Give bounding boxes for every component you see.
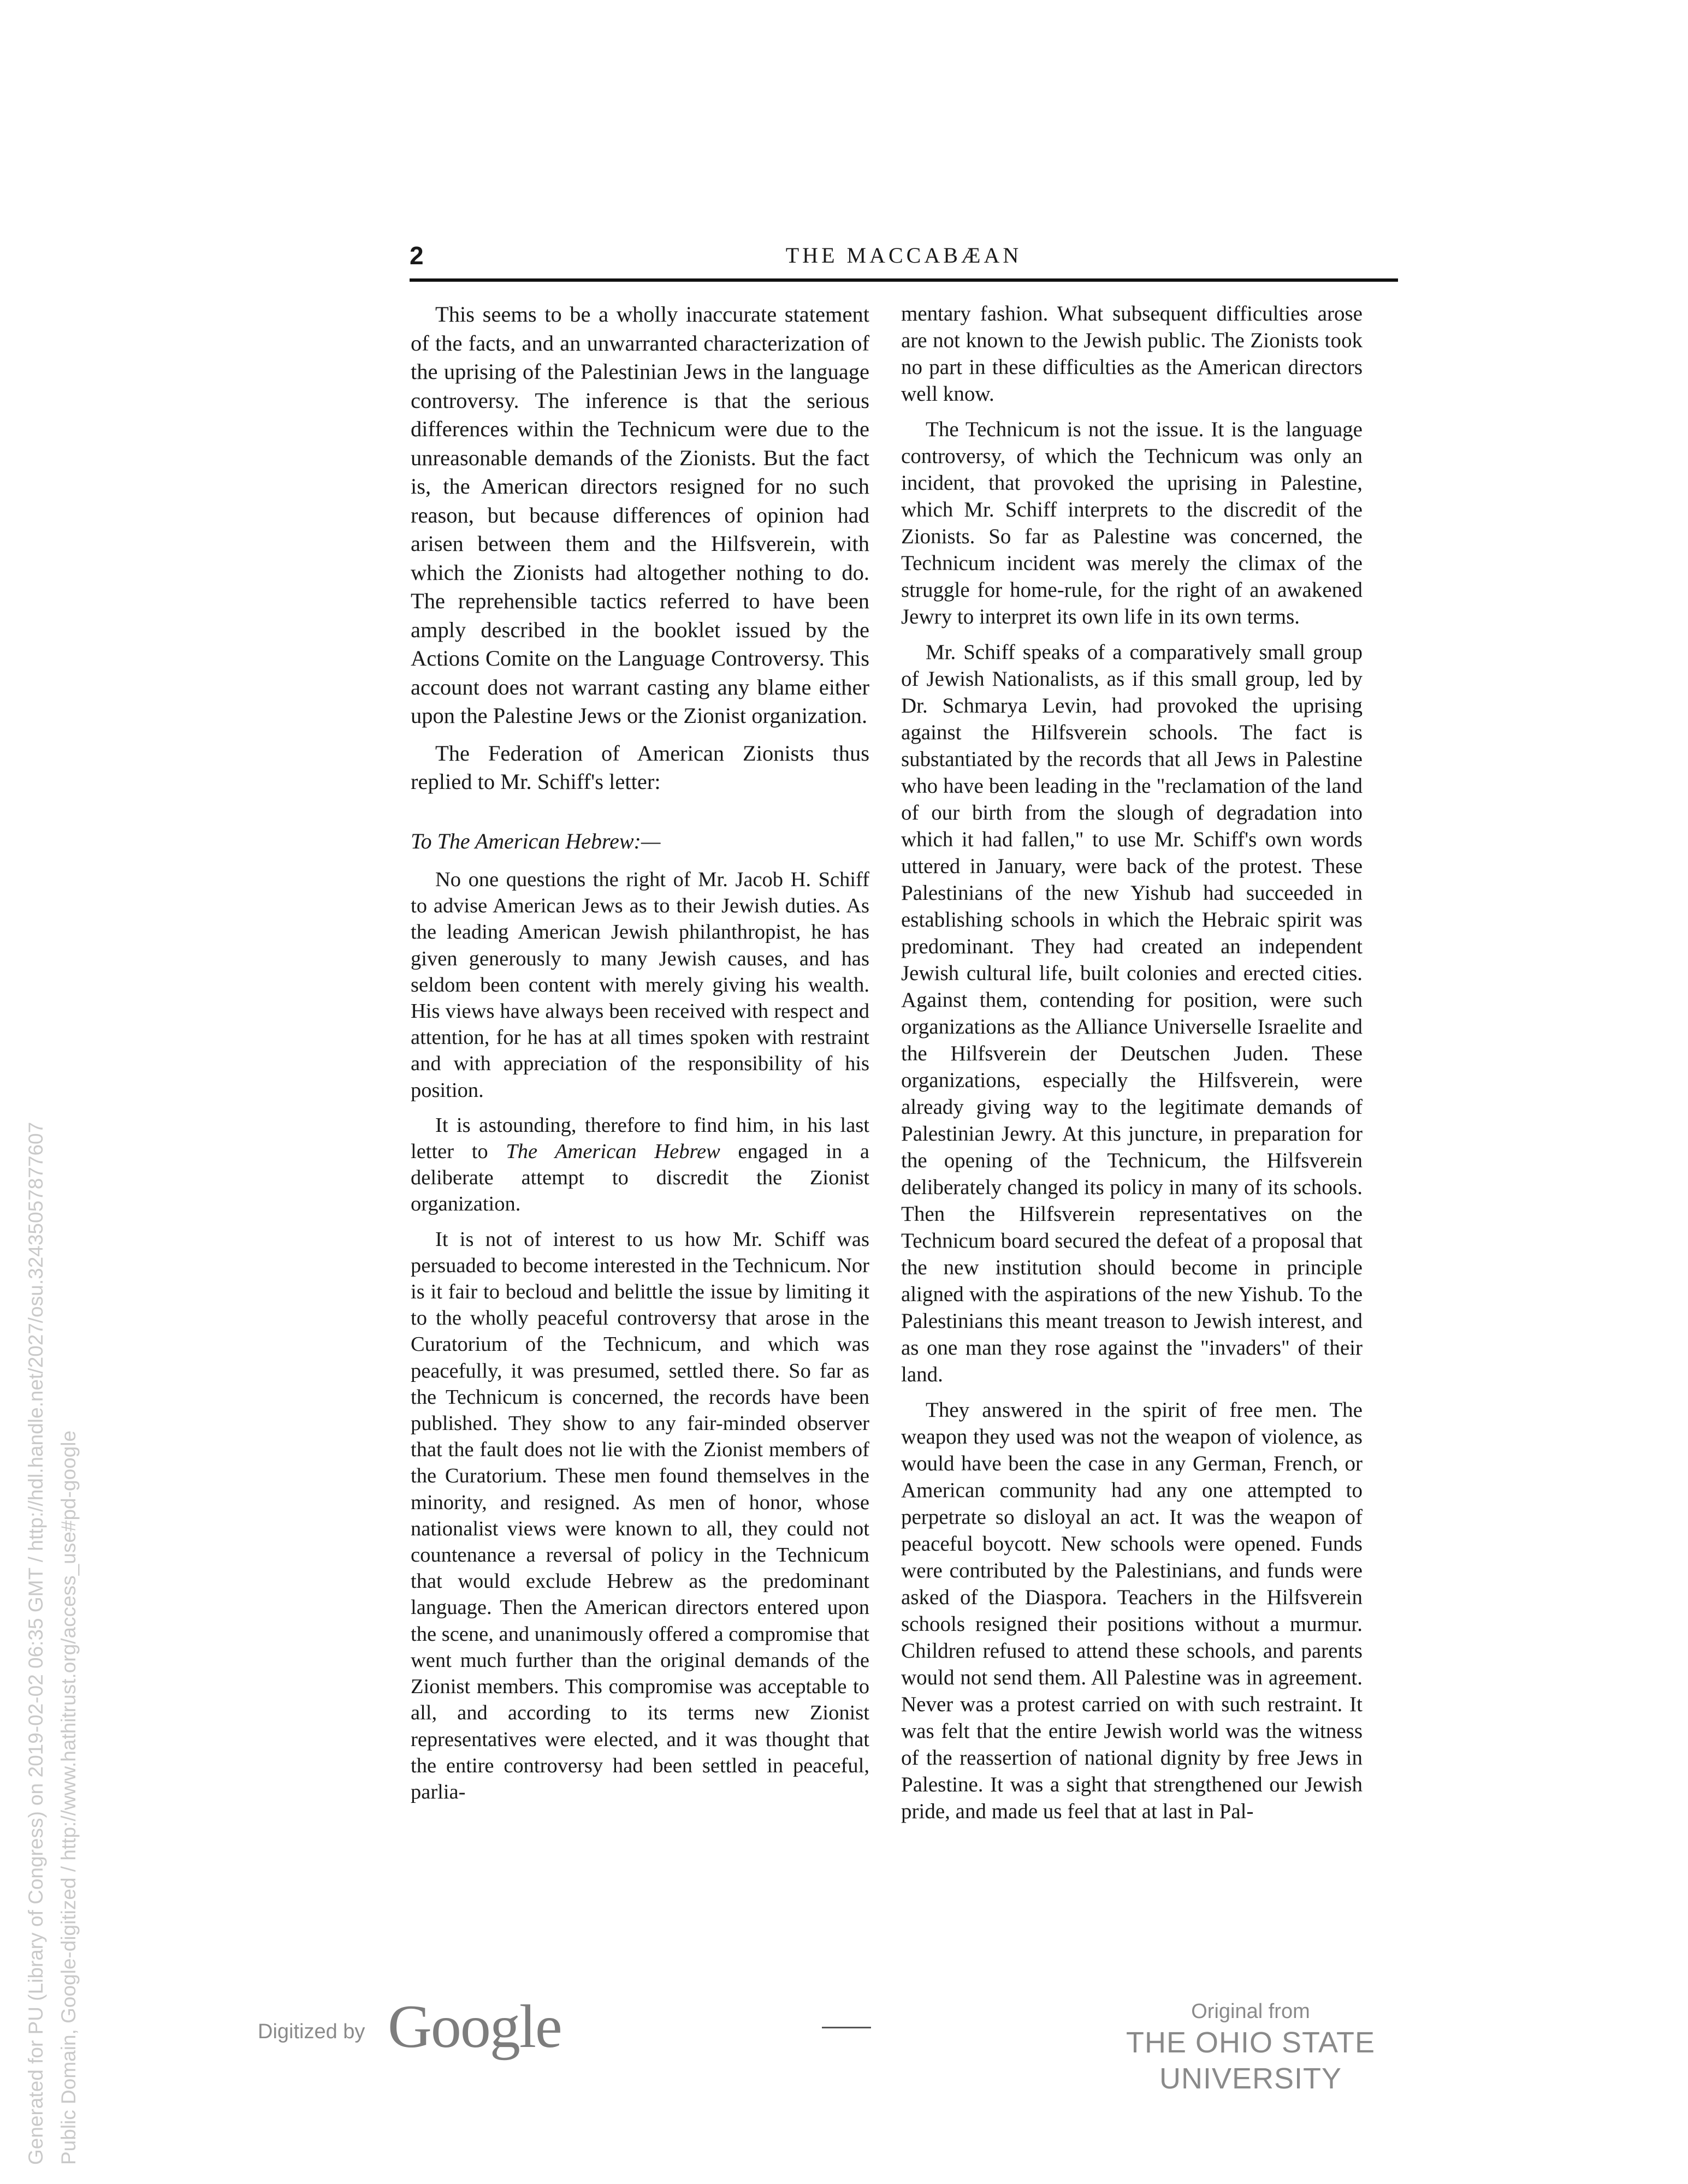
- google-logo: Google: [388, 1993, 561, 2061]
- text-run: It is astounding, therefore to find him, in his last letter to: [411, 1113, 869, 1164]
- header-rule: [410, 278, 1398, 282]
- digitized-by-google: [258, 1994, 585, 2060]
- right-column: [901, 300, 1363, 1911]
- paragraph: It is not of interest to us how Mr. Schiff was persuaded to become interested in the Technicum. Nor is it fair to becloud and belittle the issue by limiting it to the wholly peaceful controversy that arose in the Curatorium of the Technicum, and which was peacefully, it was presumed, settled there. So far as the Technicum is concerned, the records have been published. They show to any fair-minded observer that the fault does not lie with the Zionist members of the Curatorium. These men found themselves in the minority, and resigned. As men of honor, whose nationalist views were known to all, they could not countenance a reversal of policy in the Technicum that would exclude Hebrew as the predominant language. Then the American directors entered upon the scene, and unanimously offered a compromise that went much further than the original demands of the Zionist members. This compromise was acceptable to all, and according to its terms new Zionist representatives were elected, and it was thought that the entire controversy had been settled in peaceful, parlia-: [411, 1227, 869, 1803]
- institution-name: THE OHIO STATE UNIVERSITY: [1126, 2026, 1376, 2095]
- paragraph: This seems to be a wholly inaccurate statement of the facts, and an unwarranted characterization of the uprising of the Palestinian Jews in the language controversy. The inference is that the serious differences within the Technicum were due to the unreasonable demands of the Zionists. But the fact is, the American directors resigned for no such reason, but because differences of opinion had arisen between them and the Hilfsverein, with which the Zionists had altogether nothing to do. The reprehensible tactics referred to have been amply described in the booklet issued by the Actions Comite on the Language Controversy. This account does not warrant casting any blame either upon the Palestine Jews or the Zionist organization.: [411, 302, 869, 728]
- page-number: 2: [410, 241, 424, 270]
- original-from-label: Original from: [1191, 2000, 1310, 2023]
- left-column: [411, 300, 869, 1911]
- text-run: engaged in a deliberate attempt to discredit the Zionist organization.: [411, 1140, 869, 1216]
- paragraph-astounding: [411, 1112, 869, 1218]
- letter-salutation: To The American Hebrew:—: [411, 828, 661, 853]
- journal-title: THE MACCABÆAN: [785, 243, 1022, 268]
- paragraph: They answered in the spirit of free men. The weapon they used was not the weapon of violence, as would have been the case in any German, French, or American community had any one attempted to perpetrate so disloyal an act. It was the weapon of peaceful boycott. New schools were opened. Funds were contributed by the Palestinians, and funds were asked of the Diaspora. Teachers in the Hilfsverein schools resigned their positions without a murmur. Children refused to attend these schools, and parents would not send them. All Palestine was in agreement. Never was a protest carried on with such restraint. It was felt that the entire Jewish world was the witness of the reassertion of national dignity by free Jews in Palestine. It was a sight that strengthened our Jewish pride, and made us feel that at last in Pal-: [901, 1398, 1363, 1823]
- publication-title: The American Hebrew: [506, 1140, 720, 1164]
- watermark-line: Generated for PU (Library of Congress) on 2019-02-02 06:35 GMT / http://hdl.handle.net/2027/osu.32435057877607: [25, 1121, 47, 2165]
- paragraph: The Federation of American Zionists thus replied to Mr. Schiff's letter:: [411, 740, 869, 794]
- footer-divider: [822, 2027, 871, 2028]
- running-head: [410, 239, 1398, 277]
- watermark-line: Public Domain, Google-digitized / http://www.hathitrust.org/access_use#pd-google: [57, 1430, 80, 2165]
- paragraph: No one questions the right of Mr. Jacob H. Schiff to advise American Jews as to their Jewish duties. As the leading American Jewish philanthropist, he has given generously to many Jewish causes, and has seldom been content with merely giving his wealth. His views have always been received with respect and attention, for he has at all times spoken with restraint and with appreciation of the responsibility of his position.: [411, 868, 869, 1102]
- letter-body: [411, 867, 869, 1805]
- original-from-block: [1054, 1998, 1447, 2097]
- paragraph: mentary fashion. What subsequent difficulties arose are not known to the Jewish public. The Zionists took no part in these difficulties as the American directors well know.: [901, 302, 1363, 406]
- paragraph: The Technicum is not the issue. It is the language controversy, of which the Technicum was only an incident, that provoked the uprising in Palestine, which Mr. Schiff interprets to the discredit of the Zionists. So far as Palestine was concerned, the Technicum incident was merely the climax of the struggle for home-rule, for the right of an awakened Jewry to interpret its own life in its own terms.: [901, 418, 1363, 628]
- digitized-by-label: Digitized by: [258, 2020, 365, 2043]
- paragraph: Mr. Schiff speaks of a comparatively small group of Jewish Nationalists, as if this small group, led by Dr. Schmarya Levin, had provoked the uprising against the Hilfsverein schools. The fact is substantiated by the records that all Jews in Palestine who have been leading in the "reclamation of the land of our birth from the slough of degradation into which it had fallen," to use Mr. Schiff's own words uttered in January, were back of the protest. These Palestinians of the new Yishub had succeeded in establishing schools in which the Hebraic spirit was predominant. They had created an independent Jewish cultural life, built colonies and erected cities. Against them, contending for position, were such organizations as the Alliance Universelle Israelite and the Hilfsverein der Deutschen Juden. These organizations, especially the Hilfsverein, were already giving way to the legitimate demands of Palestinian Jewry. At this juncture, in preparation for the opening of the Technicum, the Hilfsverein deliberately changed its policy in many of its schools. Then the Hilfsverein representatives on the Technicum board secured the defeat of a proposal that the new institution should become in principle aligned with the aspirations of the new Yishub. To the Palestinians this meant treason to Jewish interest, and as one man they rose against the "invaders" of their land.: [901, 640, 1363, 1386]
